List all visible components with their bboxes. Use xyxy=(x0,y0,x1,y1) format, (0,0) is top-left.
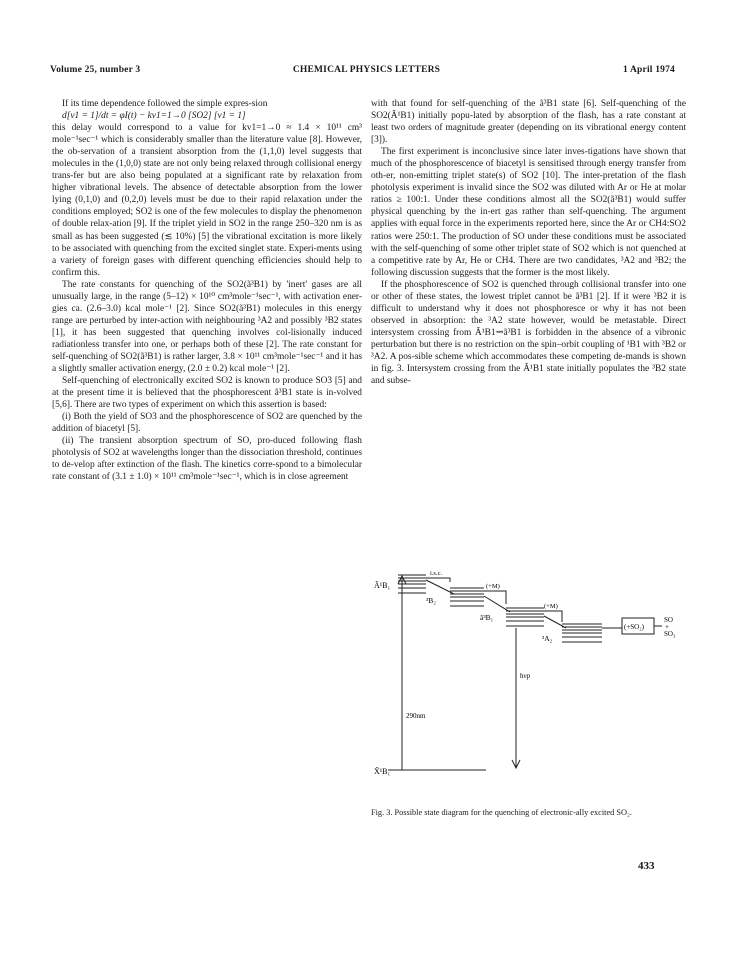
so2-label: (+SO₂) xyxy=(624,623,644,631)
right-column xyxy=(371,98,686,387)
state-label-3B2: ³B₂ xyxy=(426,596,436,605)
paragraph: this delay would correspond to a value for kv1=1→0 ≈ 1.4 × 10¹¹ cm³ mole⁻¹sec⁻¹ which is considerably smaller than the literature value [8]. However, the ob-servation of a transient absorption from the (1,1,0) level suggests that molecules in the (1,0,0) state are not only being relaxed through collisional energy trans-fer but are also being populated at a significant rate by relaxation from higher vibrational levels. The absence of detectable absorption from the lower lying (0,1,0) and (0,2,0) levels must be due to their rapid relaxation under the conditions employed; SO2 is one of the few molecules to display the phenomenon of double relax-ation [9]. If the triplet yield in SO2 in the range 250–320 nm is as small as has been suggested (≲ 10%) [5] the vibrational excitation is more likely to be associated with quenching from the excited singlet state. Experi-ments using a variety of foreign gases with different quenching efficiencies should help to confirm this. xyxy=(52,123,362,278)
state-label-3A2: ³A₂ xyxy=(542,634,553,643)
state-label-X1A1: X̃¹B₁ xyxy=(374,767,391,776)
paragraph: The rate constants for quenching of the SO2(ã³B1) by 'inert' gases are all unusually large, in the range (5–12) × 10¹⁰ cm³mole⁻¹sec⁻¹, with activation ener-gies ca. (2.6–3.0) kcal mole⁻¹ [2]. Since SO2(ã³B1) molecules in this energy range are perturbed by inter-action with neighbouring ³A2 and possibly ³B2 states [1], it has been suggested that quenching involves col-lisionally induced radiationless transfer into one, or perhaps both of these [2]. The rate constant for self-quenching of SO2(ã³B1) is rather larger, 3.8 × 10¹¹ cm³mole⁻¹sec⁻¹ and it has a slightly smaller activation energy, (2.0 ± 0.2) kcal mole⁻¹ [2]. xyxy=(52,279,362,375)
list-item: (i) Both the yield of SO3 and the phosphorescence of SO2 are quenched by the addition of biacetyl [5]. xyxy=(52,412,362,435)
figure-caption: Fig. 3. Possible state diagram for the quenching of electronic-ally excited SO₂. xyxy=(371,808,632,817)
paragraph: If the phosphorescence of SO2 is quenched through collisional transfer into one or other of these states, the lowest triplet cannot be ã³B1 [2]. If it were ³B2 it is difficult to understand why it does not phosphoresce or why it has not been observed in absorption: the ³A2 state however, would be metastable. Direct intersystem crossing from Ã¹B1⇝ã³B1 is forbidden in the absence of a vibronic perturbation but there is no restriction on the spin–orbit coupling of ¹B1 with ³B2 or ³A2. A pos-sible scheme which accommodates these competing de-mands is shown in fig. 3. Intersystem crossing from the Ã¹B1 state initially populates the ³B2 state and subse- xyxy=(371,279,686,387)
state-label-A1B1: Ã¹B₁ xyxy=(374,581,391,590)
volume-header: Volume 25, number 3 xyxy=(50,65,141,75)
so-label: SO xyxy=(664,616,673,624)
paragraph: with that found for self-quenching of the ã³B1 state [6]. Self-quenching of the SO2(Ã¹B1) initially popu-lated by absorption of the flash, has a rate constant at least two orders of magnitude greater (depending on its vibrational energy content [3]). xyxy=(371,99,686,146)
equation: d[v1 = 1]/dt = φI(t) − kv1=1→0 [SO2] [v1 = 1] xyxy=(62,111,246,122)
left-column xyxy=(52,98,362,484)
journal-header: CHEMICAL PHYSICS LETTERS xyxy=(292,65,441,75)
state-diagram xyxy=(366,548,696,786)
m-label-2: (+M) xyxy=(544,603,558,610)
wavelength-label: 290nm xyxy=(406,712,426,720)
plus-label: + xyxy=(665,623,669,631)
date-header: 1 April 1974 xyxy=(622,65,675,75)
paragraph: The first experiment is inconclusive since later inves-tigations have shown that much of the phosphorescence of biacetyl is sensitised through energy transfer from oth-er, non-emitting triplet state(s) of SO2 [10]. The inter-pretation of the flash photolysis experiment is invalid since the SO2 was diluted with Ar or He at molar ratios ≥ 100:1. Under these conditions almost all the SO2(ã³B1) would suffer physical quenching by the in-ert gas rather than self-quenching. The argument applies with equal force in the experiments reported here, since the Ar or CH4:SO2 ratios were 250:1. The production of SO under these conditions must be associated with the self-quenching of some other triplet state of SO2 which is not quenched at a competitive rate by Ar, He or CH4. There are two candidates, ³A2 and ³B2; the following discussion suggests that the former is the most likely. xyxy=(371,147,686,278)
so3-label: SO₃ xyxy=(664,630,676,638)
paragraph: Self-quenching of electronically excited SO2 is known to produce SO3 [5] and at the present time it is believed that the phosphorescent ã³B1 state is in-volved [5,6]. There are two types of experiment on which this assertion is based: xyxy=(52,376,362,411)
isc-label: i.s.c. xyxy=(430,570,443,577)
m-label-1: (+M) xyxy=(486,583,500,590)
paragraph: If its time dependence followed the simple expres-sion xyxy=(62,99,268,109)
page-number: 433 xyxy=(638,860,655,872)
list-item: (ii) The transient absorption spectrum of SO, pro-duced following flash photolysis of SO2 at wavelengths longer than the dissociation threshold, continues to de-velop after extinction of the flash. The kinetics corre-spond to a bimolecular rate constant of (3.1 ± 1.0) × 10¹¹ cm³mole⁻¹sec⁻¹, which is in close agreement xyxy=(52,436,362,483)
hvp-label: hνp xyxy=(520,672,531,680)
state-label-3B1: ã³B₁ xyxy=(480,613,494,622)
